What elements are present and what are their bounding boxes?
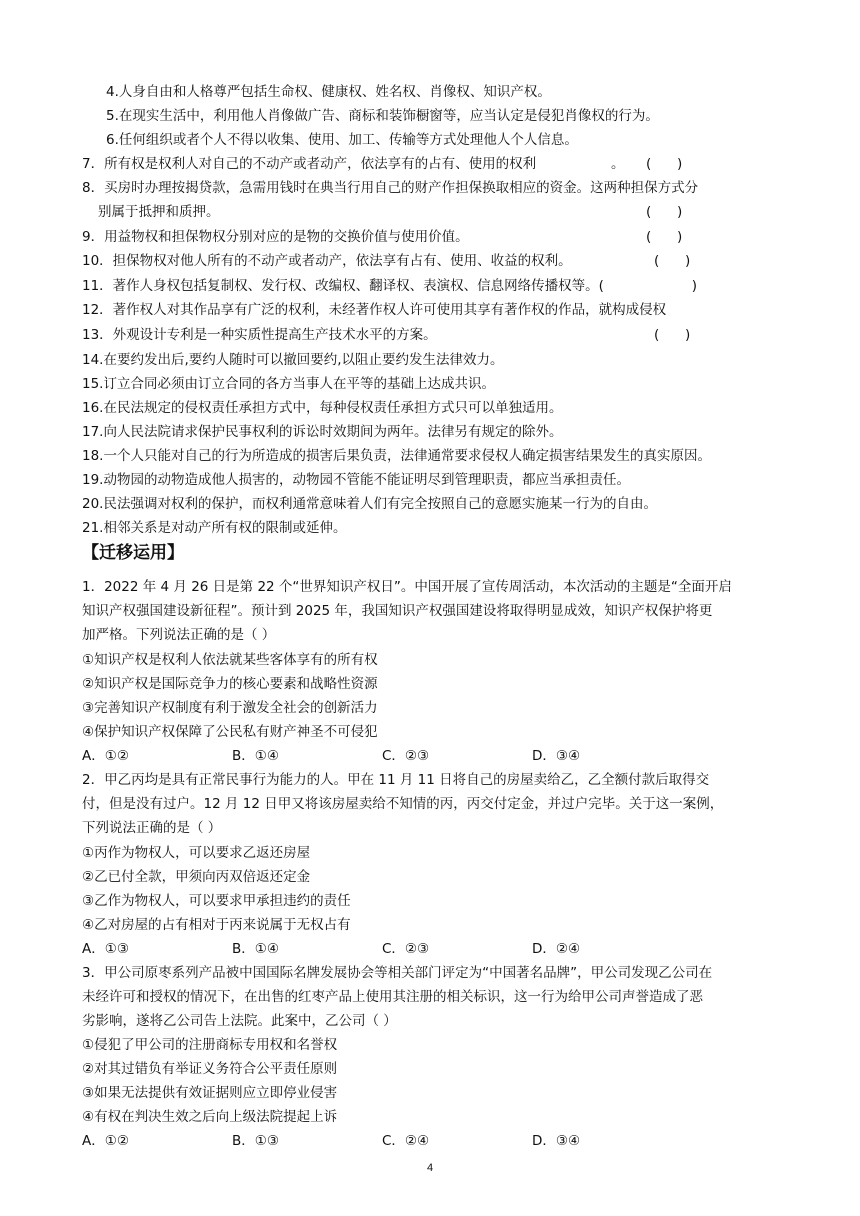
question-1-option-c[interactable]: C．②③: [382, 748, 430, 764]
question-3-option-b[interactable]: B．①③: [232, 1133, 279, 1149]
statement-10-answer-bracket: ( ): [654, 253, 691, 269]
statement-12: 12．著作权人对其作品享有广泛的权利，未经著作权人许可使用其享有著作权的作品，就构成侵权: [82, 302, 667, 318]
section-title: 【迁移运用】: [82, 543, 184, 563]
question-3-item-4: ④有权在判决生效之后向上级法院提起上诉: [82, 1109, 338, 1125]
statement-15: 15.订立合同必须由订立合同的各方当事人在平等的基础上达成共识。: [82, 376, 495, 392]
page-number: 4: [426, 1162, 434, 1174]
statement-7: 7．所有权是权利人对自己的不动产或者动产，依法享有的占有、使用的权利: [82, 156, 537, 172]
question-2-item-4: ④乙对房屋的占有相对于丙来说属于无权占有: [82, 917, 351, 933]
question-3-option-c[interactable]: C．②④: [382, 1133, 430, 1149]
question-3-stem-line-1: 3．甲公司原枣系列产品被中国国际名牌发展协会等相关部门评定为“中国著名品牌”，甲公司发现乙公司在: [82, 965, 713, 981]
question-1-item-2: ②知识产权是国际竞争力的核心要素和战略性资源: [82, 676, 378, 692]
question-2-item-1: ①丙作为物权人，可以要求乙返还房屋: [82, 845, 311, 861]
statement-20: 20.民法强调对权利的保护，而权利通常意味着人们有完全按照自己的意愿实施某一行为的自由。: [82, 496, 657, 512]
question-3-option-d[interactable]: D．③④: [532, 1133, 581, 1149]
statement-7-period: 。: [611, 156, 625, 172]
question-2-stem-line-3: 下列说法正确的是（ ）: [82, 820, 222, 836]
question-3-item-1: ①侵犯了甲公司的注册商标专用权和名誉权: [82, 1037, 338, 1053]
statement-13: 13．外观设计专利是一种实质性提高生产技术水平的方案。: [82, 327, 437, 343]
question-1-stem-line-3: 加严格。下列说法正确的是（ ）: [82, 627, 276, 643]
question-1-stem-line-1: 1．2022 年 4 月 26 日是第 22 个“世界知识产权日”。中国开展了宣传周活动，本次活动的主题是“全面开启: [82, 579, 732, 595]
question-2-item-3: ③乙作为物权人，可以要求甲承担违约的责任: [82, 893, 351, 909]
statement-5: 5.在现实生活中，利用他人肖像做广告、商标和装饰橱窗等，应当认定是侵犯肖像权的行为。: [106, 108, 659, 124]
statement-9-answer-bracket: ( ): [646, 229, 683, 245]
statement-14: 14.在要约发出后,要约人随时可以撤回要约,以阻止要约发生法律效力。: [82, 352, 504, 368]
question-3-stem-line-3: 劣影响，遂将乙公司告上法院。此案中，乙公司（ ）: [82, 1013, 397, 1029]
statement-21: 21.相邻关系是对动产所有权的限制或延伸。: [82, 520, 347, 536]
statement-11-answer-bracket: ): [666, 278, 698, 294]
question-1-item-3: ③完善知识产权制度有利于激发全社会的创新活力: [82, 700, 378, 716]
question-1-item-1: ①知识产权是权利人依法就某些客体享有的所有权: [82, 652, 378, 668]
statement-13-answer-bracket: ( ): [654, 327, 691, 343]
question-2-option-d[interactable]: D．②④: [532, 941, 581, 957]
statement-16: 16.在民法规定的侵权责任承担方式中，每种侵权责任承担方式只可以单独适用。: [82, 400, 563, 416]
statement-7-answer-bracket: ( ): [646, 156, 683, 172]
question-2-option-c[interactable]: C．②③: [382, 941, 430, 957]
question-1-option-a[interactable]: A．①②: [82, 748, 129, 764]
statement-6: 6.任何组织或者个人不得以收集、使用、加工、传输等方式处理他人个人信息。: [106, 132, 578, 148]
statement-10: 10．担保物权对他人所有的不动产或者动产，依法享有占有、使用、收益的权利。: [82, 253, 572, 269]
question-3-stem-line-2: 未经许可和授权的情况下，在出售的红枣产品上使用其注册的相关标识，这一行为给甲公司声誉造成了恶: [82, 989, 703, 1005]
statement-17: 17.向人民法院请求保护民事权利的诉讼时效期间为两年。法律另有规定的除外。: [82, 424, 563, 440]
statement-8-cont: 别属于抵押和质押。: [98, 204, 220, 220]
question-1-stem-line-2: 知识产权强国建设新征程”。预计到 2025 年，我国知识产权强国建设将取得明显成效，知识产权保护将更: [82, 603, 713, 619]
question-3-item-2: ②对其过错负有举证义务符合公平责任原则: [82, 1061, 338, 1077]
question-2-stem-line-1: 2．甲乙丙均是具有正常民事行为能力的人。甲在 11 月 11 日将自己的房屋卖给乙，乙全额付款后取得交: [82, 772, 710, 788]
question-2-stem-line-2: 付，但是没有过户。12 月 12 日甲又将该房屋卖给不知情的丙，丙交付定金，并过户完毕。关于这一案例，: [82, 796, 724, 812]
question-1-option-b[interactable]: B．①④: [232, 748, 279, 764]
statement-18: 18.一个人只能对自己的行为所造成的损害后果负责，法律通常要求侵权人确定损害结果发生的真实原因。: [82, 448, 711, 464]
question-2-option-a[interactable]: A．①③: [82, 941, 129, 957]
question-3-option-a[interactable]: A．①②: [82, 1133, 129, 1149]
question-3-item-3: ③如果无法提供有效证据则应立即停业侵害: [82, 1085, 338, 1101]
question-1-option-d[interactable]: D．③④: [532, 748, 581, 764]
statement-8: 8．买房时办理按揭贷款，急需用钱时在典当行用自己的财产作担保换取相应的资金。这两种担保方式分: [82, 180, 699, 196]
statement-4: 4.人身自由和人格尊严包括生命权、健康权、姓名权、肖像权、知识产权。: [106, 84, 551, 100]
question-2-option-b[interactable]: B．①④: [232, 941, 279, 957]
question-1-item-4: ④保护知识产权保障了公民私有财产神圣不可侵犯: [82, 724, 378, 740]
statement-8-answer-bracket: ( ): [646, 204, 683, 220]
statement-11: 11．著作人身权包括复制权、发行权、改编权、翻译权、表演权、信息网络传播权等。(: [82, 278, 604, 294]
statement-9: 9．用益物权和担保物权分别对应的是物的交换价值与使用价值。: [82, 229, 469, 245]
statement-19: 19.动物园的动物造成他人损害的，动物园不管能不能证明尽到管理职责，都应当承担责任。: [82, 472, 630, 488]
question-2-item-2: ②乙已付全款，甲须向丙双倍返还定金: [82, 869, 311, 885]
